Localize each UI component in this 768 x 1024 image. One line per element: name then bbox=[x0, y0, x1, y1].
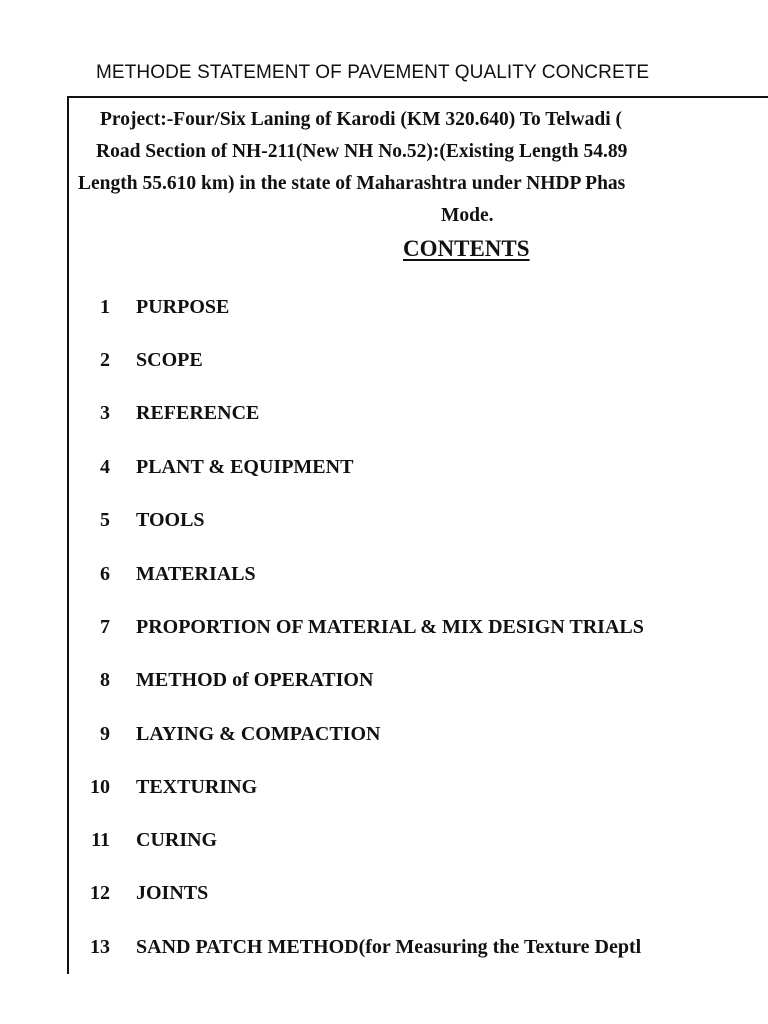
contents-item bbox=[0, 398, 768, 428]
contents-item-label: JOINTS bbox=[136, 882, 209, 904]
contents-item bbox=[0, 665, 768, 695]
contents-title: CONTENTS bbox=[403, 236, 530, 261]
contents-item-label: PURPOSE bbox=[136, 296, 230, 318]
contents-item-number: 1 bbox=[100, 296, 110, 318]
table-border-top bbox=[67, 96, 768, 98]
contents-item-label: PROPORTION OF MATERIAL & MIX DESIGN TRIALS bbox=[136, 616, 644, 638]
contents-item-number: 3 bbox=[100, 402, 110, 424]
contents-item bbox=[0, 878, 768, 908]
contents-item bbox=[0, 719, 768, 749]
document-heading: METHODE STATEMENT OF PAVEMENT QUALITY CONCRETE bbox=[96, 62, 650, 83]
contents-item bbox=[0, 772, 768, 802]
contents-item bbox=[0, 932, 768, 962]
contents-item bbox=[0, 825, 768, 855]
project-line-3: Length 55.610 km) in the state of Maharashtra under NHDP Phas bbox=[78, 173, 626, 194]
contents-item-number: 13 bbox=[90, 936, 110, 958]
contents-item-label: SAND PATCH METHOD(for Measuring the Texture Deptl bbox=[136, 936, 642, 958]
project-line-2: Road Section of NH-211(New NH No.52):(Existing Length 54.89 bbox=[96, 141, 628, 162]
contents-item-number: 6 bbox=[100, 563, 110, 585]
contents-item bbox=[0, 612, 768, 642]
contents-item-number: 5 bbox=[100, 509, 110, 531]
contents-item-label: CURING bbox=[136, 829, 218, 851]
contents-item-number: 4 bbox=[100, 456, 110, 478]
project-line-4: Mode. bbox=[441, 205, 494, 226]
project-description bbox=[70, 104, 768, 232]
table-border-left bbox=[67, 96, 69, 974]
contents-item-number: 11 bbox=[91, 829, 110, 851]
contents-item bbox=[0, 559, 768, 589]
contents-item-number: 7 bbox=[100, 616, 110, 638]
contents-item-label: TEXTURING bbox=[136, 776, 258, 798]
contents-item-number: 2 bbox=[100, 349, 110, 371]
contents-item bbox=[0, 452, 768, 482]
contents-item-number: 10 bbox=[90, 776, 110, 798]
contents-item-label: SCOPE bbox=[136, 349, 203, 371]
contents-item-number: 12 bbox=[90, 882, 110, 904]
contents-item bbox=[0, 505, 768, 535]
contents-item bbox=[0, 292, 768, 322]
contents-item bbox=[0, 345, 768, 375]
contents-item-number: 8 bbox=[100, 669, 110, 691]
contents-item-label: TOOLS bbox=[136, 509, 205, 531]
contents-item-label: REFERENCE bbox=[136, 402, 260, 424]
contents-item-number: 9 bbox=[100, 723, 110, 745]
contents-item-label: LAYING & COMPACTION bbox=[136, 723, 381, 745]
contents-item-label: METHOD of OPERATION bbox=[136, 669, 374, 691]
contents-item-label: MATERIALS bbox=[136, 563, 256, 585]
contents-item-label: PLANT & EQUIPMENT bbox=[136, 456, 354, 478]
project-line-1: Project:-Four/Six Laning of Karodi (KM 320.640) To Telwadi ( bbox=[100, 109, 623, 130]
